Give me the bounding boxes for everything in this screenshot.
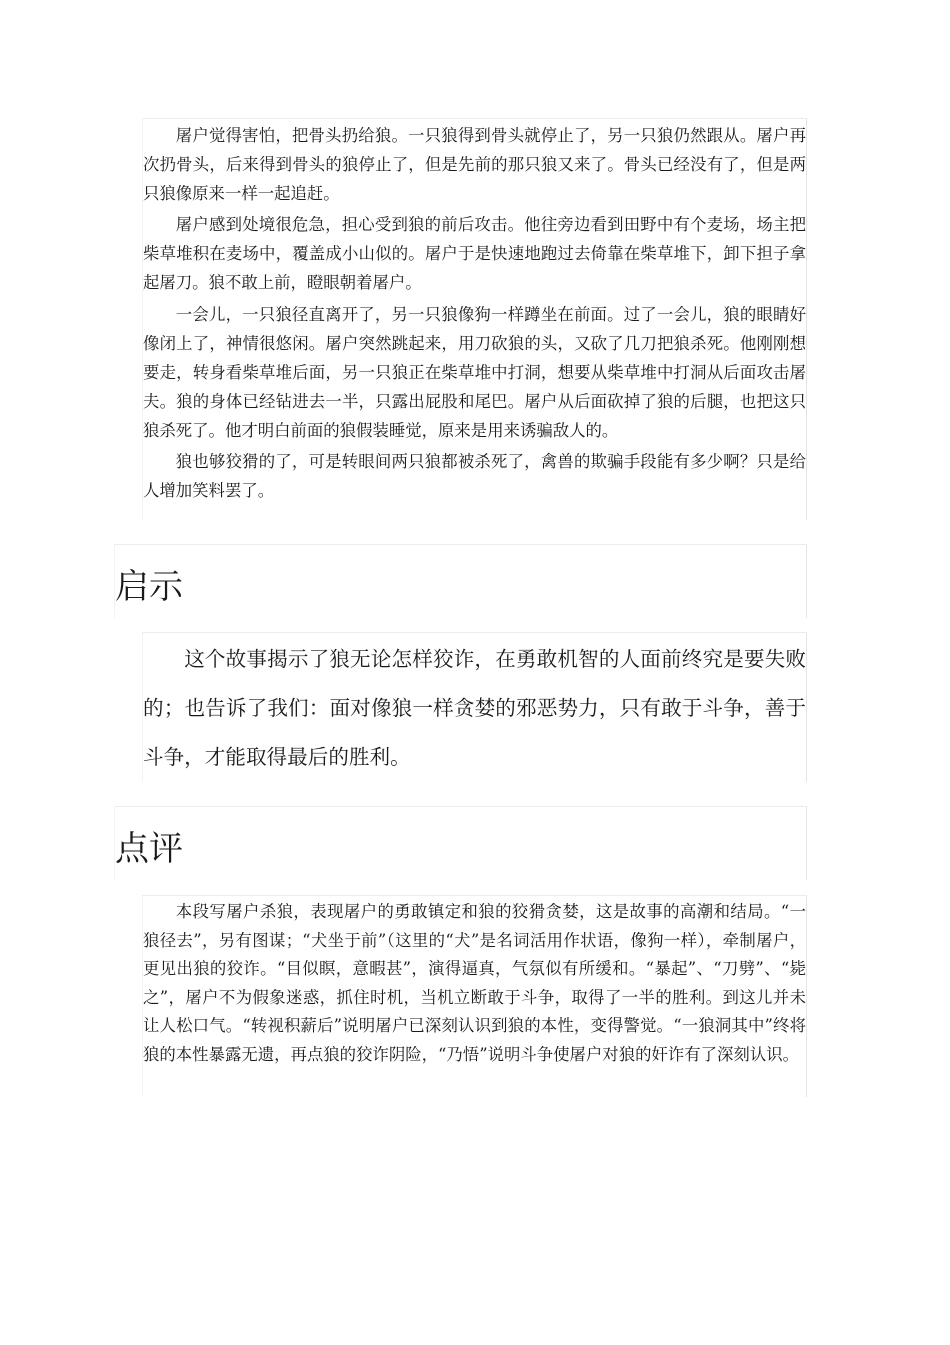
qishi-heading-block bbox=[114, 544, 807, 618]
dianping-section bbox=[142, 895, 807, 1097]
qishi-heading: 启示 bbox=[115, 567, 183, 607]
translation-paragraph-2: 屠户感到处境很危急，担心受到狼的前后攻击。他往旁边看到田野中有个麦场，场主把柴草堆积在麦场中，覆盖成小山似的。屠户于是快速地跑过去倚靠在柴草堆下，卸下担子拿起屠刀。狼不敢上前，瞪眼朝着屠户。 bbox=[143, 215, 806, 293]
translation-paragraph-1: 屠户觉得害怕，把骨头扔给狼。一只狼得到骨头就停止了，另一只狼仍然跟从。屠户再次扔骨头，后来得到骨头的狼停止了，但是先前的那只狼又来了。骨头已经没有了，但是两只狼像原来一样一起追赶。 bbox=[143, 126, 806, 204]
dianping-heading: 点评 bbox=[115, 829, 183, 869]
qishi-paragraph: 这个故事揭示了狼无论怎样狡诈，在勇敢机智的人面前终究是要失败的；也告诉了我们：面对像狼一样贪婪的邪恶势力，只有敢于斗争，善于斗争，才能取得最后的胜利。 bbox=[143, 647, 806, 769]
translation-section bbox=[142, 118, 807, 520]
translation-paragraph-4: 狼也够狡猾的了，可是转眼间两只狼都被杀死了，禽兽的欺骗手段能有多少啊？只是给人增加笑料罢了。 bbox=[143, 452, 806, 501]
translation-paragraph-3: 一会儿，一只狼径直离开了，另一只狼像狗一样蹲坐在前面。过了一会儿，狼的眼睛好像闭上了，神情很悠闲。屠户突然跳起来，用刀砍狼的头，又砍了几刀把狼杀死。他刚刚想要走，转身看柴草堆后面，另一只狼正在柴草堆中打洞，想要从柴草堆中打洞从后面攻击屠夫。狼的身体已经钻进去一半，只露出屁股和尾巴。屠户从后面砍掉了狼的后腿，也把这只狼杀死了。他才明白前面的狼假装睡觉，原来是用来诱骗敌人的。 bbox=[143, 304, 806, 440]
dianping-heading-block bbox=[114, 806, 807, 880]
qishi-section bbox=[142, 632, 807, 782]
dianping-paragraph: 本段写屠户杀狼，表现屠户的勇敢镇定和狼的狡猾贪婪，这是故事的高潮和结局。“一狼径去”，另有图谋；“犬坐于前”（这里的“犬”是名词活用作状语，像狗一样），牵制屠户，更见出狼的狡诈。“目似瞑，意暇甚”，演得逼真，气氛似有所缓和。“暴起”、“刀劈”、“毙之”，屠户不为假象迷惑，抓住时机，当机立断敢于斗争，取得了一半的胜利。到这儿并未让人松口气。“转视积薪后”说明屠户已深刻认识到狼的本性，变得警觉。“一狼洞其中”终将狼的本性暴露无遗，再点狼的狡诈阴险，“乃悟”说明斗争使屠户对狼的奸诈有了深刻认识。 bbox=[143, 902, 806, 1064]
